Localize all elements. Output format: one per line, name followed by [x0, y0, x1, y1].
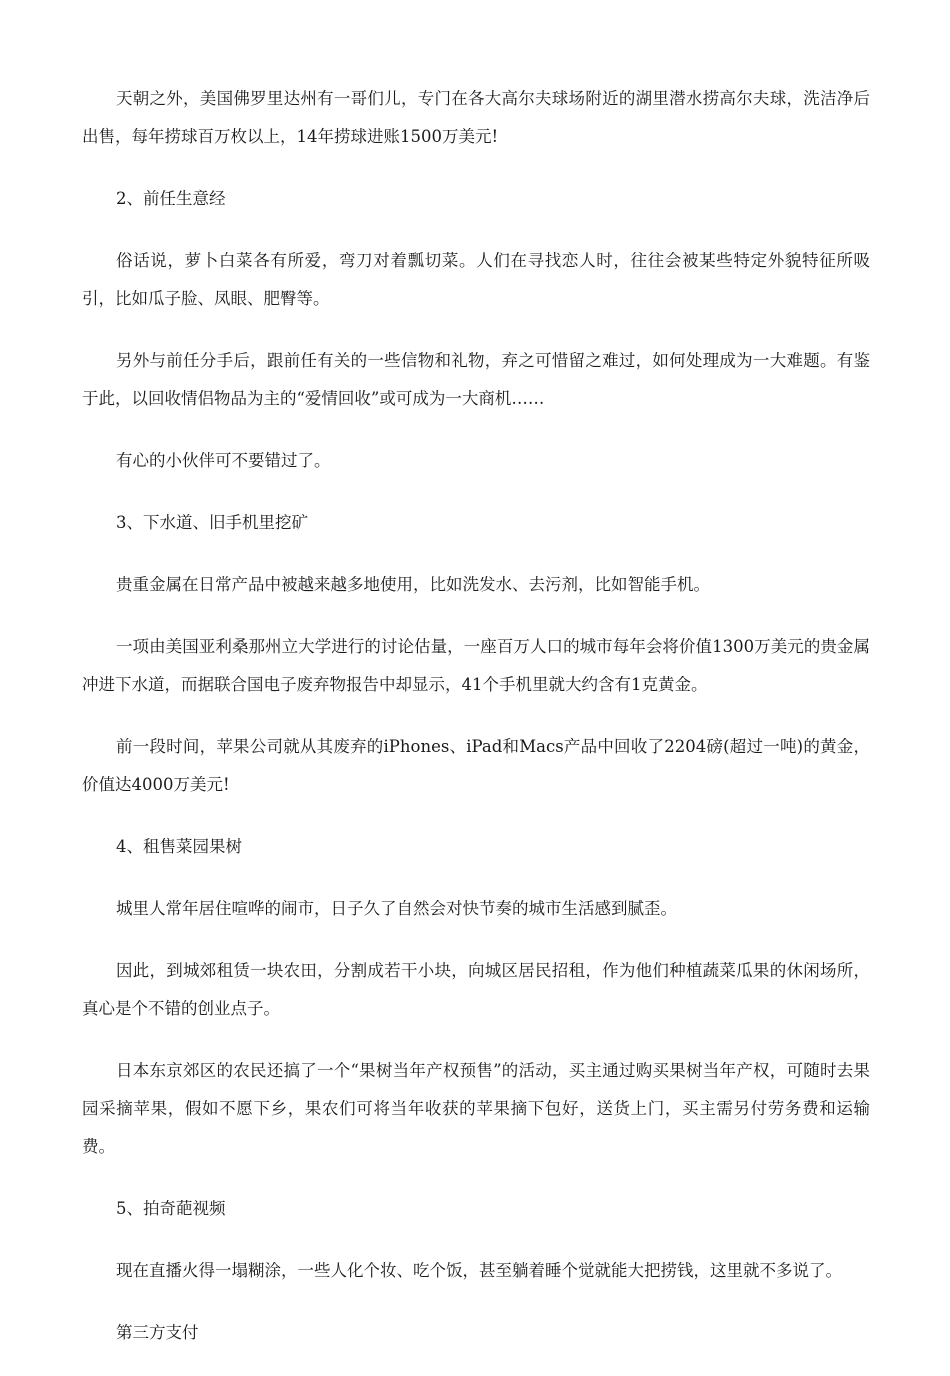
section-heading-ex-partner-business: 2、前任生意经	[116, 189, 226, 208]
paragraph-precious-metals: 贵重金属在日常产品中被越来越多地使用，比如洗发水、去污剂，比如智能手机。	[116, 575, 710, 594]
paragraph-sewer-study: 一项由美国亚利桑那州立大学进行的讨论估量，一座百万人口的城市每年会将价值1300万美元的贵金属冲进下水道，而据联合国电子废弃物报告中却显示，41个手机里就大约含有1克黄金。	[82, 637, 870, 694]
paragraph-livestreaming: 现在直播火得一塌糊涂，一些人化个妆、吃个饭，甚至躺着睡个觉就能大把捞钱，这里就不多说了。	[116, 1261, 842, 1280]
paragraph-love-recycling: 另外与前任分手后，跟前任有关的一些信物和礼物，弃之可惜留之难过，如何处理成为一大难题。有鉴于此，以回收情侣物品为主的“爱情回收”或可成为一大商机……	[82, 351, 870, 408]
paragraph-farmland-rental: 因此，到城郊租赁一块农田，分割成若干小块，向城区居民招租，作为他们种植蔬菜瓜果的休闲场所，真心是个不错的创业点子。	[82, 961, 870, 1018]
section-heading-quirky-videos: 5、拍奇葩视频	[116, 1199, 226, 1218]
section-heading-mining: 3、下水道、旧手机里挖矿	[116, 513, 308, 532]
paragraph-city-life: 城里人常年居住喧哗的闹市，日子久了自然会对快节奏的城市生活感到腻歪。	[116, 899, 677, 918]
paragraph-golf-balls: 天朝之外，美国佛罗里达州有一哥们儿，专门在各大高尔夫球场附近的湖里潜水捞高尔夫球，洗洁净后出售，每年捞球百万枚以上，14年捞球进账1500万美元!	[82, 89, 870, 146]
paragraph-dont-miss: 有心的小伙伴可不要错过了。	[116, 451, 331, 470]
paragraph-apple-gold: 前一段时间，苹果公司就从其废弃的iPhones、iPad和Macs产品中回收了2204磅(超过一吨)的黄金，价值达4000万美元!	[82, 737, 870, 794]
paragraph-tokyo-orchard: 日本东京郊区的农民还搞了一个“果树当年产权预售”的活动，买主通过购买果树当年产权，可随时去果园采摘苹果，假如不愿下乡，果农们可将当年收获的苹果摘下包好，送货上门，买主需另付劳务费和运输费。	[82, 1061, 870, 1156]
paragraph-preferences: 俗话说，萝卜白菜各有所爱，弯刀对着瓢切菜。人们在寻找恋人时，往往会被某些特定外貌特征所吸引，比如瓜子脸、凤眼、肥臀等。	[82, 251, 870, 308]
section-heading-third-party-payment: 第三方支付	[116, 1323, 199, 1342]
section-heading-garden-rental: 4、租售菜园果树	[116, 837, 242, 856]
document-body	[82, 80, 870, 1376]
